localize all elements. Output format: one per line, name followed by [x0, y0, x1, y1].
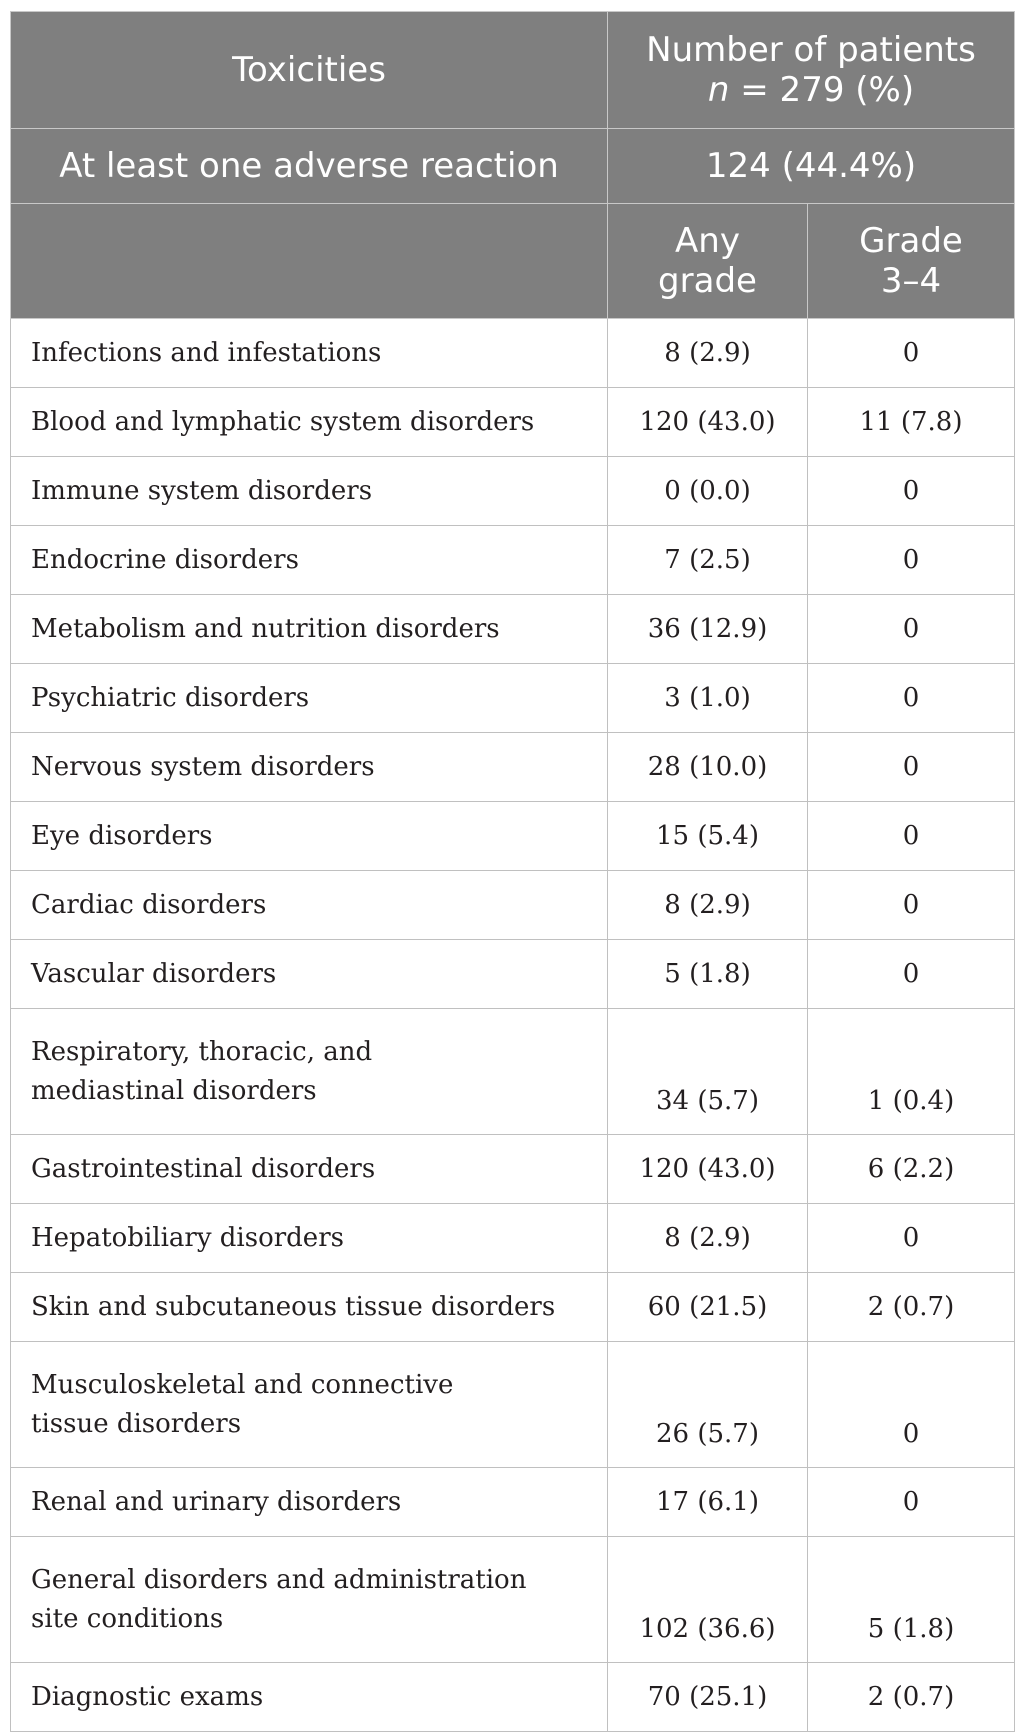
grade-3-4-value: 2 (0.7) [808, 1273, 1015, 1342]
grade-3-4-value: 11 (7.8) [808, 388, 1015, 457]
any-grade-header [608, 204, 808, 319]
table-body [11, 319, 1015, 1732]
grade-3-4-value: 0 [808, 871, 1015, 940]
toxicity-label: site conditions [31, 1603, 224, 1634]
number-of-patients-header [608, 12, 1015, 129]
table-header [11, 12, 1015, 319]
any-grade-value: 8 (2.9) [608, 1204, 808, 1273]
toxicity-label-cell [11, 595, 608, 664]
table-row [11, 1468, 1015, 1537]
toxicity-label: tissue disorders [31, 1408, 242, 1439]
any-grade-value: 120 (43.0) [608, 1135, 808, 1204]
toxicity-label: General disorders and administration [31, 1564, 527, 1595]
toxicity-label: Respiratory, thoracic, and [31, 1036, 373, 1067]
grade-3-4-value: 0 [808, 526, 1015, 595]
table-row [11, 595, 1015, 664]
toxicity-label: Infections and infestations [31, 337, 382, 368]
table-row [11, 526, 1015, 595]
grade-3-4-value: 2 (0.7) [808, 1663, 1015, 1732]
toxicity-table [10, 11, 1015, 1732]
grade-3-4-value: 0 [808, 595, 1015, 664]
any-grade-line1: Any [675, 221, 740, 261]
any-grade-value: 70 (25.1) [608, 1663, 808, 1732]
toxicity-label-cell [11, 1537, 608, 1663]
grade-3-4-value: 0 [808, 664, 1015, 733]
any-grade-value: 8 (2.9) [608, 319, 808, 388]
any-grade-value: 17 (6.1) [608, 1468, 808, 1537]
grade-3-4-value: 0 [808, 1468, 1015, 1537]
table-row [11, 319, 1015, 388]
toxicity-label: Gastrointestinal disorders [31, 1153, 376, 1184]
table-row [11, 1342, 1015, 1468]
empty-header-cell [11, 204, 608, 319]
toxicity-label-cell [11, 526, 608, 595]
toxicity-label-cell [11, 388, 608, 457]
toxicity-label: Skin and subcutaneous tissue disorders [31, 1291, 556, 1322]
toxicity-label-cell [11, 457, 608, 526]
toxicity-label: Psychiatric disorders [31, 682, 310, 713]
any-grade-value: 8 (2.9) [608, 871, 808, 940]
grade-3-4-value: 0 [808, 319, 1015, 388]
number-of-patients-label: Number of patients [646, 30, 976, 70]
table-row [11, 1135, 1015, 1204]
n-value: = 279 (%) [729, 70, 915, 110]
table-row [11, 733, 1015, 802]
grade-3-4-value: 1 (0.4) [808, 1009, 1015, 1135]
toxicity-label: Cardiac disorders [31, 889, 267, 920]
toxicity-label-cell [11, 940, 608, 1009]
any-grade-value: 34 (5.7) [608, 1009, 808, 1135]
toxicity-label-cell [11, 664, 608, 733]
grade-3-4-value: 0 [808, 940, 1015, 1009]
toxicity-label-cell [11, 733, 608, 802]
toxicity-label-cell [11, 1273, 608, 1342]
grade-3-4-value: 0 [808, 457, 1015, 526]
toxicity-label-cell [11, 1009, 608, 1135]
grade-3-4-value: 6 (2.2) [808, 1135, 1015, 1204]
toxicity-label-cell [11, 1342, 608, 1468]
toxicity-label-cell [11, 802, 608, 871]
grade-3-4-value: 0 [808, 1342, 1015, 1468]
toxicity-label: Diagnostic exams [31, 1681, 264, 1712]
n-symbol: n [707, 70, 730, 110]
toxicity-label: Blood and lymphatic system disorders [31, 406, 535, 437]
any-grade-value: 5 (1.8) [608, 940, 808, 1009]
table-row [11, 1009, 1015, 1135]
any-grade-value: 0 (0.0) [608, 457, 808, 526]
grade-3-4-value: 5 (1.8) [808, 1537, 1015, 1663]
toxicity-label: Hepatobiliary disorders [31, 1222, 344, 1253]
header-row-2 [11, 129, 1015, 204]
any-grade-value: 60 (21.5) [608, 1273, 808, 1342]
any-grade-value: 120 (43.0) [608, 388, 808, 457]
table-row [11, 871, 1015, 940]
at-least-one-value: 124 (44.4%) [608, 129, 1015, 204]
grade-3-4-line1: Grade [859, 221, 963, 261]
any-grade-value: 26 (5.7) [608, 1342, 808, 1468]
toxicity-label-cell [11, 1468, 608, 1537]
any-grade-value: 7 (2.5) [608, 526, 808, 595]
toxicity-label: Endocrine disorders [31, 544, 299, 575]
toxicity-label: mediastinal disorders [31, 1075, 317, 1106]
header-row-3 [11, 204, 1015, 319]
grade-3-4-value: 0 [808, 802, 1015, 871]
toxicity-label: Renal and urinary disorders [31, 1486, 402, 1517]
any-grade-value: 102 (36.6) [608, 1537, 808, 1663]
table-row [11, 388, 1015, 457]
table-row [11, 664, 1015, 733]
table-row [11, 1663, 1015, 1732]
toxicity-label-cell [11, 871, 608, 940]
grade-3-4-line2: 3–4 [880, 261, 942, 301]
toxicity-label-cell [11, 1204, 608, 1273]
table-row [11, 802, 1015, 871]
any-grade-line2: grade [658, 261, 757, 301]
table-row [11, 940, 1015, 1009]
any-grade-value: 3 (1.0) [608, 664, 808, 733]
toxicity-label-cell [11, 1135, 608, 1204]
any-grade-value: 28 (10.0) [608, 733, 808, 802]
grade-3-4-value: 0 [808, 733, 1015, 802]
toxicity-label: Eye disorders [31, 820, 213, 851]
grade-3-4-header [808, 204, 1015, 319]
table-row [11, 1273, 1015, 1342]
toxicity-label: Immune system disorders [31, 475, 373, 506]
toxicity-label: Metabolism and nutrition disorders [31, 613, 500, 644]
table-row [11, 457, 1015, 526]
toxicity-label: Musculoskeletal and connective [31, 1369, 454, 1400]
toxicities-header: Toxicities [11, 12, 608, 129]
toxicity-label-cell [11, 1663, 608, 1732]
toxicity-label-cell [11, 319, 608, 388]
header-row-1 [11, 12, 1015, 129]
toxicity-label: Vascular disorders [31, 958, 277, 989]
grade-3-4-value: 0 [808, 1204, 1015, 1273]
toxicity-label: Nervous system disorders [31, 751, 375, 782]
any-grade-value: 36 (12.9) [608, 595, 808, 664]
table-row [11, 1204, 1015, 1273]
table-row [11, 1537, 1015, 1663]
any-grade-value: 15 (5.4) [608, 802, 808, 871]
at-least-one-label: At least one adverse reaction [11, 129, 608, 204]
